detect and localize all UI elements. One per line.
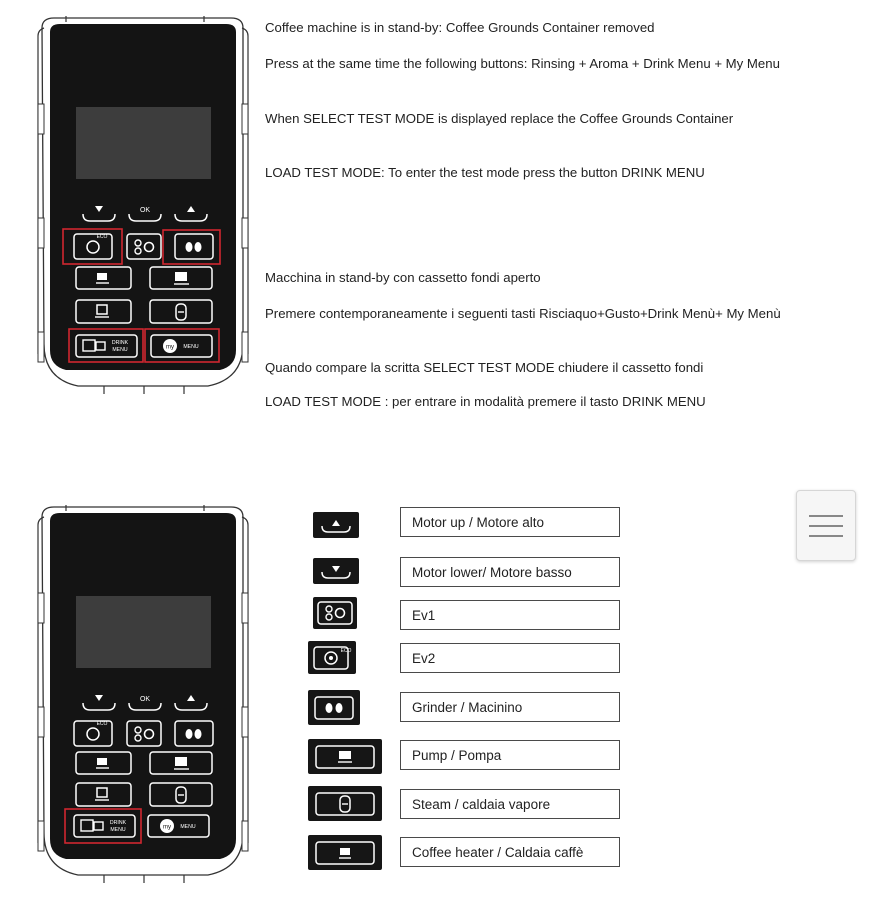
instruction-en-4: LOAD TEST MODE: To enter the test mode press the button DRINK MENU — [265, 165, 705, 180]
control-panel-bottom — [36, 503, 251, 885]
svg-text:MENU: MENU — [183, 344, 199, 350]
pump-cup-icon — [308, 739, 382, 774]
menu-line-icon — [809, 525, 843, 527]
instruction-it-1: Macchina in stand-by con cassetto fondi aperto — [265, 270, 541, 285]
ev2-eco-icon — [308, 641, 356, 674]
menu-line-icon — [809, 535, 843, 537]
legend-label-coffee-heater: Coffee heater / Caldaia caffè — [400, 837, 620, 867]
grinder-icon — [308, 690, 360, 725]
svg-text:ECO: ECO — [340, 648, 352, 654]
instruction-it-3: Quando compare la scritta SELECT TEST MODE chiudere il cassetto fondi — [265, 360, 704, 375]
hamburger-menu-button[interactable] — [796, 490, 856, 561]
svg-text:ECO: ECO — [96, 234, 108, 240]
svg-text:DRINK: DRINK — [109, 820, 127, 826]
legend-label-steam: Steam / caldaia vapore — [400, 789, 620, 819]
svg-text:MENU: MENU — [110, 827, 126, 833]
svg-text:OK: OK — [139, 696, 151, 703]
legend-label-motor-down: Motor lower/ Motore basso — [400, 557, 620, 587]
control-panel-top — [36, 14, 251, 396]
instruction-en-2: Press at the same time the following buttons: Rinsing + Aroma + Drink Menu + My Menu — [265, 56, 780, 71]
steam-icon — [308, 786, 382, 821]
instruction-en-1: Coffee machine is in stand-by: Coffee Grounds Container removed — [265, 20, 655, 35]
coffee-heater-icon — [308, 835, 382, 870]
svg-text:my: my — [166, 344, 174, 351]
ev1-icon — [313, 597, 357, 629]
svg-text:my: my — [163, 824, 171, 831]
instruction-it-2: Premere contemporaneamente i seguenti tasti Risciaquo+Gusto+Drink Menù+ My Menù — [265, 306, 781, 321]
svg-text:DRINK: DRINK — [111, 340, 129, 346]
instruction-en-3: When SELECT TEST MODE is displayed replace the Coffee Grounds Container — [265, 111, 734, 126]
legend-label-pump: Pump / Pompa — [400, 740, 620, 770]
legend-label-ev1: Ev1 — [400, 600, 620, 630]
menu-line-icon — [809, 515, 843, 517]
svg-text:ECO: ECO — [96, 721, 108, 727]
legend-label-motor-up: Motor up / Motore alto — [400, 507, 620, 537]
svg-text:OK: OK — [139, 207, 151, 214]
svg-text:MENU: MENU — [112, 347, 128, 353]
motor-down-icon — [313, 558, 359, 584]
motor-up-icon — [313, 512, 359, 538]
instruction-it-4: LOAD TEST MODE : per entrare in modalità premere il tasto DRINK MENU — [265, 394, 706, 409]
legend-label-grinder: Grinder / Macinino — [400, 692, 620, 722]
legend-label-ev2: Ev2 — [400, 643, 620, 673]
svg-text:MENU: MENU — [180, 824, 196, 830]
